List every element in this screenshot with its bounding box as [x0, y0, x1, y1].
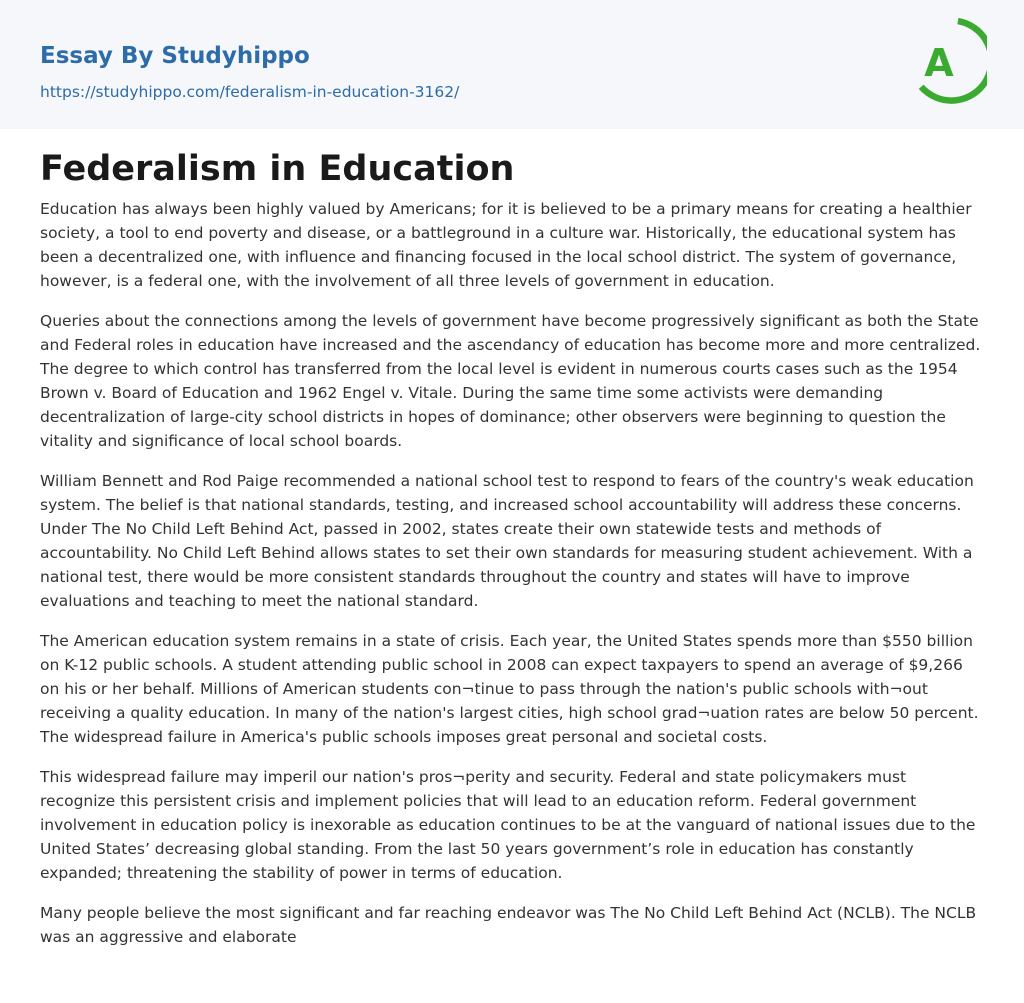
- article-paragraph: Many people believe the most significant and far reaching endeavor was The No Child Left Behind Act (NCLB). The NCLB was an aggressive and elaborate: [40, 904, 977, 946]
- site-title[interactable]: Essay By Studyhippo: [40, 43, 310, 69]
- article-paragraph: Education has always been highly valued by Americans; for it is believed to be a primary means for creating a healthier society, a tool to end poverty and disease, or a battleground in a culture war. Historically, the educational system has been a decentralized one, with influence and financing focused in the local school district. The system of governance, however, is a federal one, with the involvement of all three levels of government in education.: [40, 200, 972, 290]
- article-paragraph: This widespread failure may imperil our nation's pros¬perity and security. Federal and state policymakers must recognize this persistent crisis and implement policies that will lead to an education reform. Federal government involvement in education policy is inexorable as education continues to be at the vanguard of national issues due to the United States’ decreasing global standing. From the last 50 years government’s role in education has constantly expanded; threatening the stability of power in terms of education.: [40, 768, 976, 882]
- site-header: [0, 0, 1024, 129]
- article-paragraph: Queries about the connections among the levels of government have become progressively significant as both the State and Federal roles in education have increased and the ascendancy of education has become more and more centralized. The degree to which control has transferred from the local level is evident in numerous courts cases such as the 1954 Brown v. Board of Education and 1962 Engel v. Vitale. During the same time some activists were demanding decentralization of large-city school districts in hopes of dominance; other observers were beginning to question the vitality and significance of local school boards.: [40, 312, 981, 450]
- page-title: Federalism in Education: [40, 149, 515, 189]
- logo-letter: A: [924, 41, 954, 85]
- article: [0, 129, 1024, 949]
- source-url-link[interactable]: https://studyhippo.com/federalism-in-education-3162/: [40, 83, 460, 101]
- studyhippo-a-logo-icon[interactable]: [913, 18, 987, 106]
- article-paragraph: William Bennett and Rod Paige recommended a national school test to respond to fears of the country's weak education system. The belief is that national standards, testing, and increased school accountability will address these concerns. Under The No Child Left Behind Act, passed in 2002, states create their own statewide tests and methods of accountability. No Child Left Behind allows states to set their own standards for measuring student achievement. With a national test, there would be more consistent standards throughout the country and states will have to improve evaluations and teaching to meet the national standard.: [40, 472, 974, 610]
- article-paragraph: The American education system remains in a state of crisis. Each year, the United States spends more than $550 billion on K-12 public schools. A student attending public school in 2008 can expect taxpayers to spend an average of $9,266 on his or her behalf. Millions of American students con¬tinue to pass through the nation's public schools with¬out receiving a quality education. In many of the nation's largest cities, high school grad¬uation rates are below 50 percent. The widespread failure in America's public schools imposes great personal and societal costs.: [40, 632, 979, 746]
